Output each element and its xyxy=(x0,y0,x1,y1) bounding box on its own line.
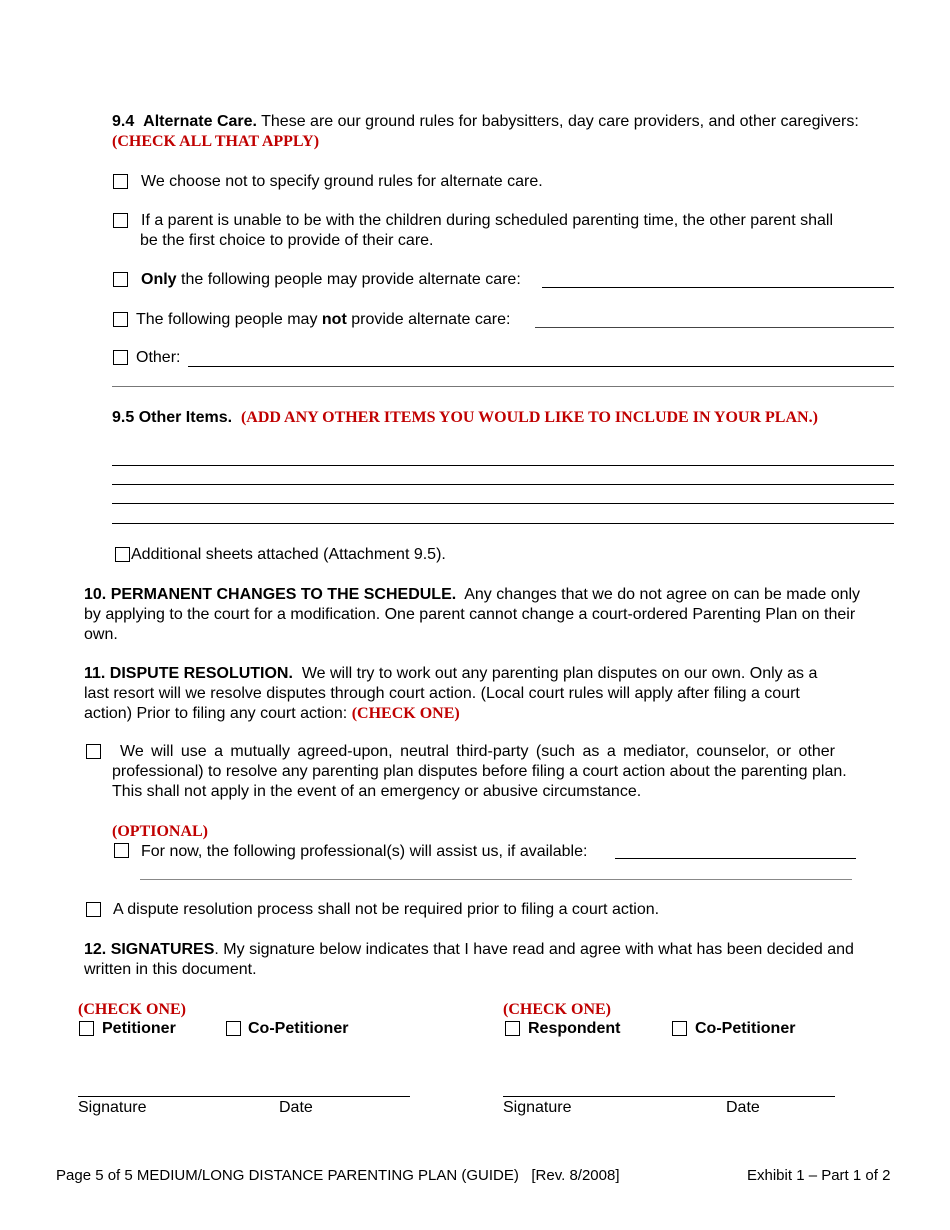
checkbox-professional[interactable] xyxy=(114,843,129,858)
section-10-text-1: Any changes that we do not agree on can be made only xyxy=(464,586,861,603)
signature-label-left: Signature xyxy=(78,1099,147,1116)
footer-left: Page 5 of 5 MEDIUM/LONG DISTANCE PARENTING PLAN (GUIDE) [Rev. 8/2008] xyxy=(56,1167,620,1184)
section-10-title: 10. PERMANENT CHANGES TO THE SCHEDULE. xyxy=(84,586,457,603)
checkbox-mediator[interactable] xyxy=(86,744,101,759)
other-input-line[interactable] xyxy=(188,366,894,367)
section-12-line2: written in this document. xyxy=(84,961,257,978)
section-intro: These are our ground rules for babysitters, day care providers, and other caregivers: xyxy=(261,113,859,130)
option-other-label: Other: xyxy=(136,349,181,366)
signature-label-right: Signature xyxy=(503,1099,572,1116)
divider xyxy=(112,386,894,387)
checkbox-petitioner[interactable] xyxy=(79,1021,94,1036)
only-emphasis: Only xyxy=(141,271,177,288)
other-items-instruction: (ADD ANY OTHER ITEMS YOU WOULD LIKE TO INCLUDE IN YOUR PLAN.) xyxy=(240,409,818,426)
section-10-line1 xyxy=(84,585,860,605)
section-12-text-1: . My signature below indicates that I have read and agree with what has been decided and xyxy=(214,941,854,958)
not-emphasis: not xyxy=(321,311,347,328)
checkbox-copetitioner-right[interactable] xyxy=(672,1021,687,1036)
section-11-text-1: We will try to work out any parenting plan disputes on our own. Only as a xyxy=(301,665,818,682)
date-label-left: Date xyxy=(279,1099,313,1116)
professional-input-line[interactable] xyxy=(615,858,856,859)
signature-line-left[interactable] xyxy=(78,1096,410,1097)
professional-label: For now, the following professional(s) will assist us, if available: xyxy=(141,843,588,860)
checkbox-respondent[interactable] xyxy=(505,1021,520,1036)
section-12-line1 xyxy=(84,940,854,960)
section-9-4-heading xyxy=(112,112,859,132)
option-parent-first-choice-line1: If a parent is unable to be with the children during scheduled parenting time, the other parent shall xyxy=(141,212,833,229)
section-11-text-3: action) Prior to filing any court action: xyxy=(84,705,348,722)
option-parent-first-choice-line2: be the first choice to provide of their care. xyxy=(140,232,434,249)
footer-right: Exhibit 1 – Part 1 of 2 xyxy=(747,1167,891,1184)
section-12-title: 12. SIGNATURES xyxy=(84,941,215,958)
section-number: 9.4 xyxy=(112,113,135,130)
section-9-5-heading xyxy=(112,408,818,428)
checkbox-other[interactable] xyxy=(113,350,128,365)
additional-sheets-label: Additional sheets attached (Attachment 9.5). xyxy=(131,546,446,563)
section-10-line3: own. xyxy=(84,626,118,643)
only-people-input-line[interactable] xyxy=(542,287,894,288)
not-post: provide alternate care: xyxy=(351,311,511,328)
section-11-title: 11. DISPUTE RESOLUTION. xyxy=(84,665,293,682)
professional-input-line-2[interactable] xyxy=(140,879,852,880)
checkbox-no-ground-rules[interactable] xyxy=(113,174,128,189)
right-check-one: (CHECK ONE) xyxy=(503,1001,611,1018)
copetitioner-right-label: Co-Petitioner xyxy=(695,1020,796,1037)
other-items-line-4[interactable] xyxy=(112,523,894,524)
section-11-line1 xyxy=(84,664,817,684)
option-no-ground-rules-label: We choose not to specify ground rules for alternate care. xyxy=(141,173,543,190)
checkbox-no-dispute-process[interactable] xyxy=(86,902,101,917)
date-label-right: Date xyxy=(726,1099,760,1116)
other-items-line-3[interactable] xyxy=(112,503,894,504)
section-title: Alternate Care. xyxy=(143,113,257,130)
petitioner-label: Petitioner xyxy=(102,1020,176,1037)
mediator-line2: professional) to resolve any parenting plan disputes before filing a court action about the parenting plan. xyxy=(112,763,847,780)
checkbox-not-following-people[interactable] xyxy=(113,312,128,327)
section-11-line3 xyxy=(84,704,460,724)
other-items-line-2[interactable] xyxy=(112,484,894,485)
section-11-line2: last resort will we resolve disputes through court action. (Local court rules will apply after filing a court xyxy=(84,685,800,702)
other-items-line-1[interactable] xyxy=(112,465,894,466)
mediator-line1: We will use a mutually agreed-upon, neutral third-party (such as a mediator, counselor, or other xyxy=(120,743,835,760)
checkbox-copetitioner-left[interactable] xyxy=(226,1021,241,1036)
section-10-line2: by applying to the court for a modification. One parent cannot change a court-ordered Parenting Plan on their xyxy=(84,606,856,623)
not-people-input-line[interactable] xyxy=(535,327,894,328)
no-dispute-process-label: A dispute resolution process shall not be required prior to filing a court action. xyxy=(113,901,660,918)
left-check-one: (CHECK ONE) xyxy=(78,1001,186,1018)
checkbox-only-following-people[interactable] xyxy=(113,272,128,287)
respondent-label: Respondent xyxy=(528,1020,621,1037)
checkbox-parent-first-choice[interactable] xyxy=(113,213,128,228)
copetitioner-left-label: Co-Petitioner xyxy=(248,1020,349,1037)
optional-instruction: (OPTIONAL) xyxy=(112,823,208,840)
section-9-5-title: 9.5 Other Items. xyxy=(112,409,233,426)
check-one-instruction: (CHECK ONE) xyxy=(351,705,460,722)
mediator-line3: This shall not apply in the event of an emergency or abusive circumstance. xyxy=(112,783,642,800)
signature-line-right[interactable] xyxy=(503,1096,835,1097)
checkbox-additional-sheets[interactable] xyxy=(115,547,130,562)
not-pre: The following people may xyxy=(136,311,318,328)
check-all-instruction: (CHECK ALL THAT APPLY) xyxy=(112,133,320,150)
option-not-following-label xyxy=(136,310,510,330)
only-rest: the following people may provide alternate care: xyxy=(181,271,521,288)
option-only-following-label xyxy=(141,270,521,290)
